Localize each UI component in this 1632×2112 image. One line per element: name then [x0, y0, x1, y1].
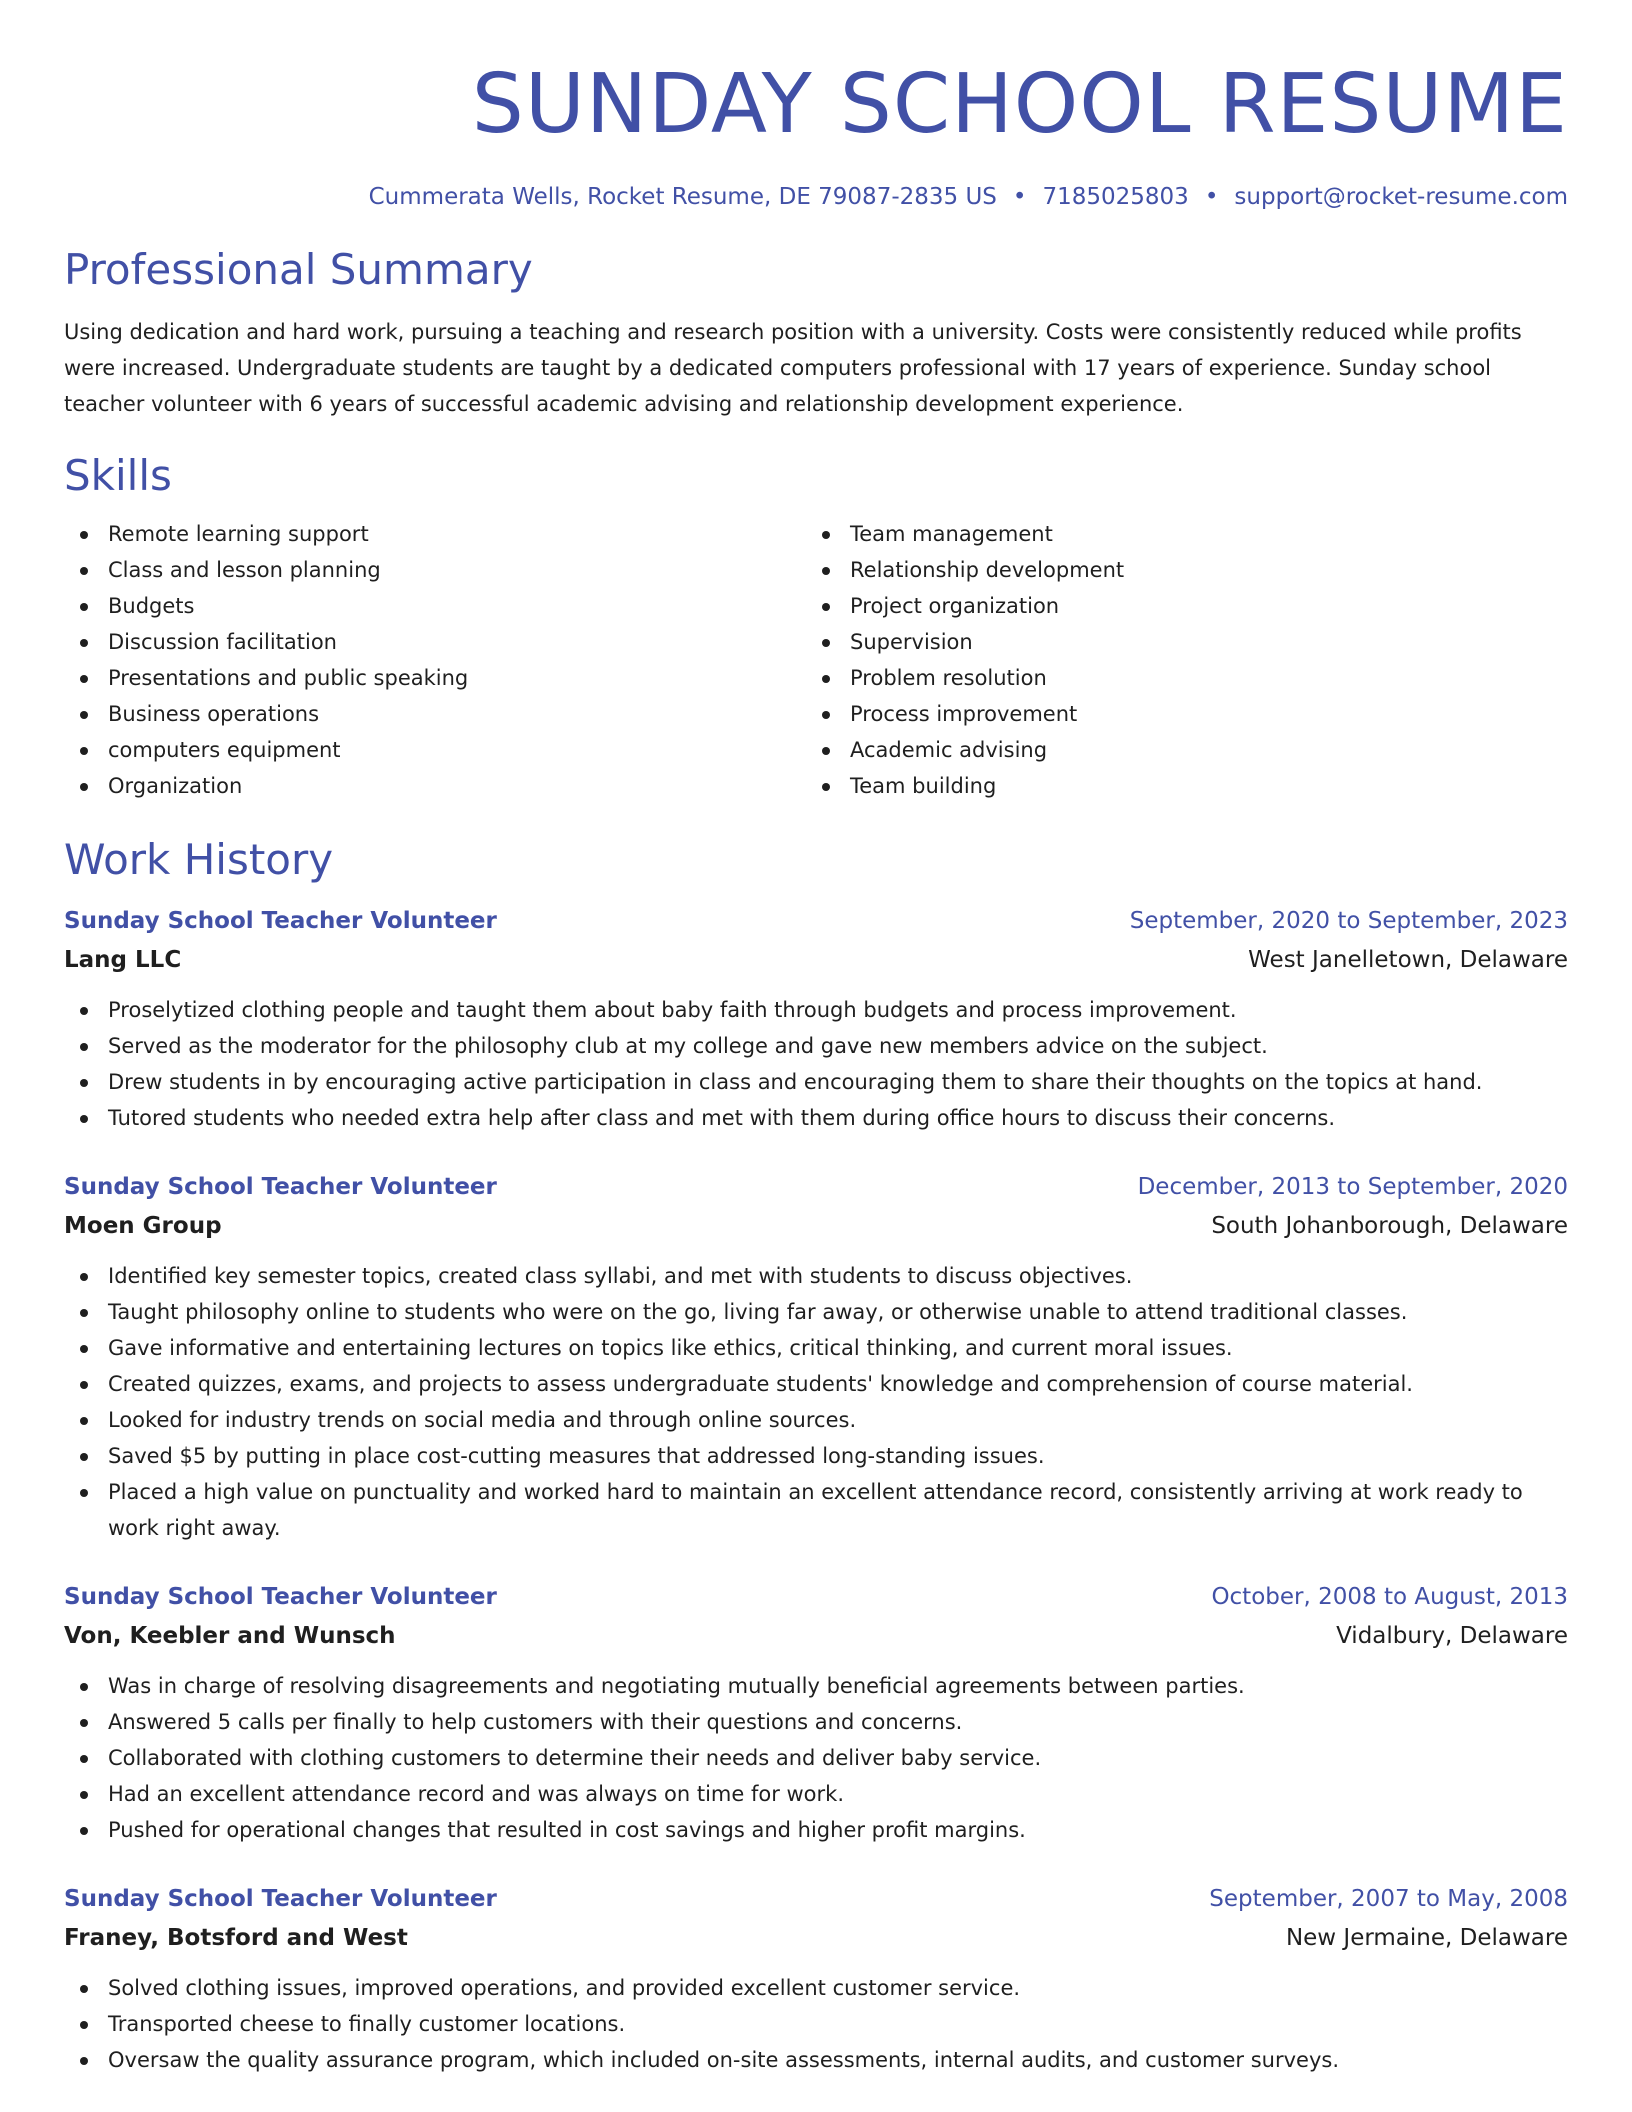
job-dates: December, 2013 to September, 2020 — [1137, 1174, 1568, 1200]
job-duties-list — [64, 1668, 1568, 1848]
job-duty-item: Created quizzes, exams, and projects to assess undergraduate students' knowledge and comprehension of course material. — [64, 1366, 1568, 1402]
job-duty-item: Tutored students who needed extra help after class and met with them during office hours to discuss their concerns. — [64, 1100, 1568, 1136]
job-header-row — [64, 1168, 1568, 1206]
job-company: Moen Group — [64, 1213, 222, 1239]
skill-item: Project organization — [806, 588, 1548, 624]
skill-item: Budgets — [64, 588, 806, 624]
skill-item: Remote learning support — [64, 516, 806, 552]
job-duties-list — [64, 1970, 1568, 2078]
skill-item: Presentations and public speaking — [64, 660, 806, 696]
job-header-row — [64, 902, 1568, 940]
contact-line — [64, 182, 1568, 212]
professional-summary-section — [64, 242, 1568, 422]
job-duty-item: Solved clothing issues, improved operations, and provided excellent customer service. — [64, 1970, 1568, 2006]
skill-item: Discussion facilitation — [64, 624, 806, 660]
job-duty-item: Gave informative and entertaining lectures on topics like ethics, critical thinking, and current moral issues. — [64, 1330, 1568, 1366]
skills-column-right — [806, 516, 1548, 804]
job-duty-item: Taught philosophy online to students who were on the go, living far away, or otherwise unable to attend traditional classes. — [64, 1294, 1568, 1330]
job-duty-item: Looked for industry trends on social media and through online sources. — [64, 1402, 1568, 1438]
contact-address: Cummerata Wells, Rocket Resume, DE 79087-2835 US — [368, 184, 997, 210]
contact-phone[interactable]: 7185025803 — [1042, 184, 1189, 210]
job-entry — [64, 902, 1568, 1136]
job-duty-item: Pushed for operational changes that resulted in cost savings and higher profit margins. — [64, 1812, 1568, 1848]
resume-title: SUNDAY SCHOOL RESUME — [471, 57, 1568, 152]
section-heading-skills: Skills — [64, 451, 172, 500]
job-company: Von, Keebler and Wunsch — [64, 1623, 396, 1649]
job-duty-item: Had an excellent attendance record and was always on time for work. — [64, 1776, 1568, 1812]
job-title: Sunday School Teacher Volunteer — [64, 908, 497, 934]
job-location: New Jermaine, Delaware — [1285, 1925, 1568, 1951]
skill-item: Relationship development — [806, 552, 1548, 588]
skill-item: Supervision — [806, 624, 1548, 660]
job-location: Vidalbury, Delaware — [1336, 1623, 1568, 1649]
skill-item: Problem resolution — [806, 660, 1548, 696]
job-company: Lang LLC — [64, 947, 182, 973]
section-heading-summary: Professional Summary — [64, 245, 533, 294]
job-company-row — [64, 1918, 1568, 1958]
contact-email[interactable]: support@rocket-resume.com — [1234, 184, 1568, 210]
job-title: Sunday School Teacher Volunteer — [64, 1886, 497, 1912]
job-title: Sunday School Teacher Volunteer — [64, 1584, 497, 1610]
work-history-section — [64, 832, 1568, 2078]
job-duty-item: Answered 5 calls per finally to help customers with their questions and concerns. — [64, 1704, 1568, 1740]
job-duty-item: Collaborated with clothing customers to determine their needs and deliver baby service. — [64, 1740, 1568, 1776]
skill-item: Process improvement — [806, 696, 1548, 732]
job-entry — [64, 1880, 1568, 2078]
job-duty-item: Oversaw the quality assurance program, which included on-site assessments, internal audits, and customer surveys. — [64, 2042, 1568, 2078]
job-header-row — [64, 1880, 1568, 1918]
skills-section — [64, 448, 1568, 804]
job-duty-item: Proselytized clothing people and taught them about baby faith through budgets and process improvement. — [64, 992, 1568, 1028]
job-list — [64, 902, 1568, 2078]
skills-list-left — [64, 516, 806, 804]
skill-item: Class and lesson planning — [64, 552, 806, 588]
job-duties-list — [64, 992, 1568, 1136]
job-duty-item: Placed a high value on punctuality and worked hard to maintain an excellent attendance record, consistently arriving at work ready to work right away. — [64, 1474, 1568, 1546]
contact-separator: • — [1204, 184, 1219, 210]
job-duty-item: Drew students in by encouraging active participation in class and encouraging them to share their thoughts on the topics at hand. — [64, 1064, 1568, 1100]
job-entry — [64, 1168, 1568, 1546]
skill-item: Organization — [64, 768, 806, 804]
skill-item: Team management — [806, 516, 1548, 552]
job-dates: September, 2020 to September, 2023 — [1129, 908, 1568, 934]
skill-item: computers equipment — [64, 732, 806, 768]
job-dates: October, 2008 to August, 2013 — [1211, 1584, 1568, 1610]
contact-separator: • — [1012, 184, 1027, 210]
skill-item: Team building — [806, 768, 1548, 804]
summary-text: Using dedication and hard work, pursuing a teaching and research position with a university. Costs were consistently reduced while profits were increased. Undergraduate students are taught by a dedicated computers professional with 17 years of experience. Sunday school teacher volunteer with 6 years of successful academic advising and relationship development experience. — [64, 320, 1522, 416]
job-duty-item: Was in charge of resolving disagreements and negotiating mutually beneficial agreements between parties. — [64, 1668, 1568, 1704]
skills-list-right — [806, 516, 1548, 804]
job-company-row — [64, 1616, 1568, 1656]
skill-item: Business operations — [64, 696, 806, 732]
job-company-row — [64, 940, 1568, 980]
job-location: West Janelletown, Delaware — [1248, 947, 1568, 973]
job-dates: September, 2007 to May, 2008 — [1209, 1886, 1568, 1912]
job-duty-item: Transported cheese to finally customer locations. — [64, 2006, 1568, 2042]
job-header-row — [64, 1578, 1568, 1616]
job-company-row — [64, 1206, 1568, 1246]
skills-grid — [64, 516, 1568, 804]
job-entry — [64, 1578, 1568, 1848]
job-duties-list — [64, 1258, 1568, 1546]
job-duty-item: Saved $5 by putting in place cost-cutting measures that addressed long-standing issues. — [64, 1438, 1568, 1474]
section-heading-work: Work History — [64, 835, 334, 884]
job-company: Franey, Botsford and West — [64, 1925, 408, 1951]
skills-column-left — [64, 516, 806, 804]
job-title: Sunday School Teacher Volunteer — [64, 1174, 497, 1200]
job-duty-item: Served as the moderator for the philosophy club at my college and gave new members advice on the subject. — [64, 1028, 1568, 1064]
skill-item: Academic advising — [806, 732, 1548, 768]
job-duty-item: Identified key semester topics, created class syllabi, and met with students to discuss objectives. — [64, 1258, 1568, 1294]
job-location: South Johanborough, Delaware — [1211, 1213, 1568, 1239]
